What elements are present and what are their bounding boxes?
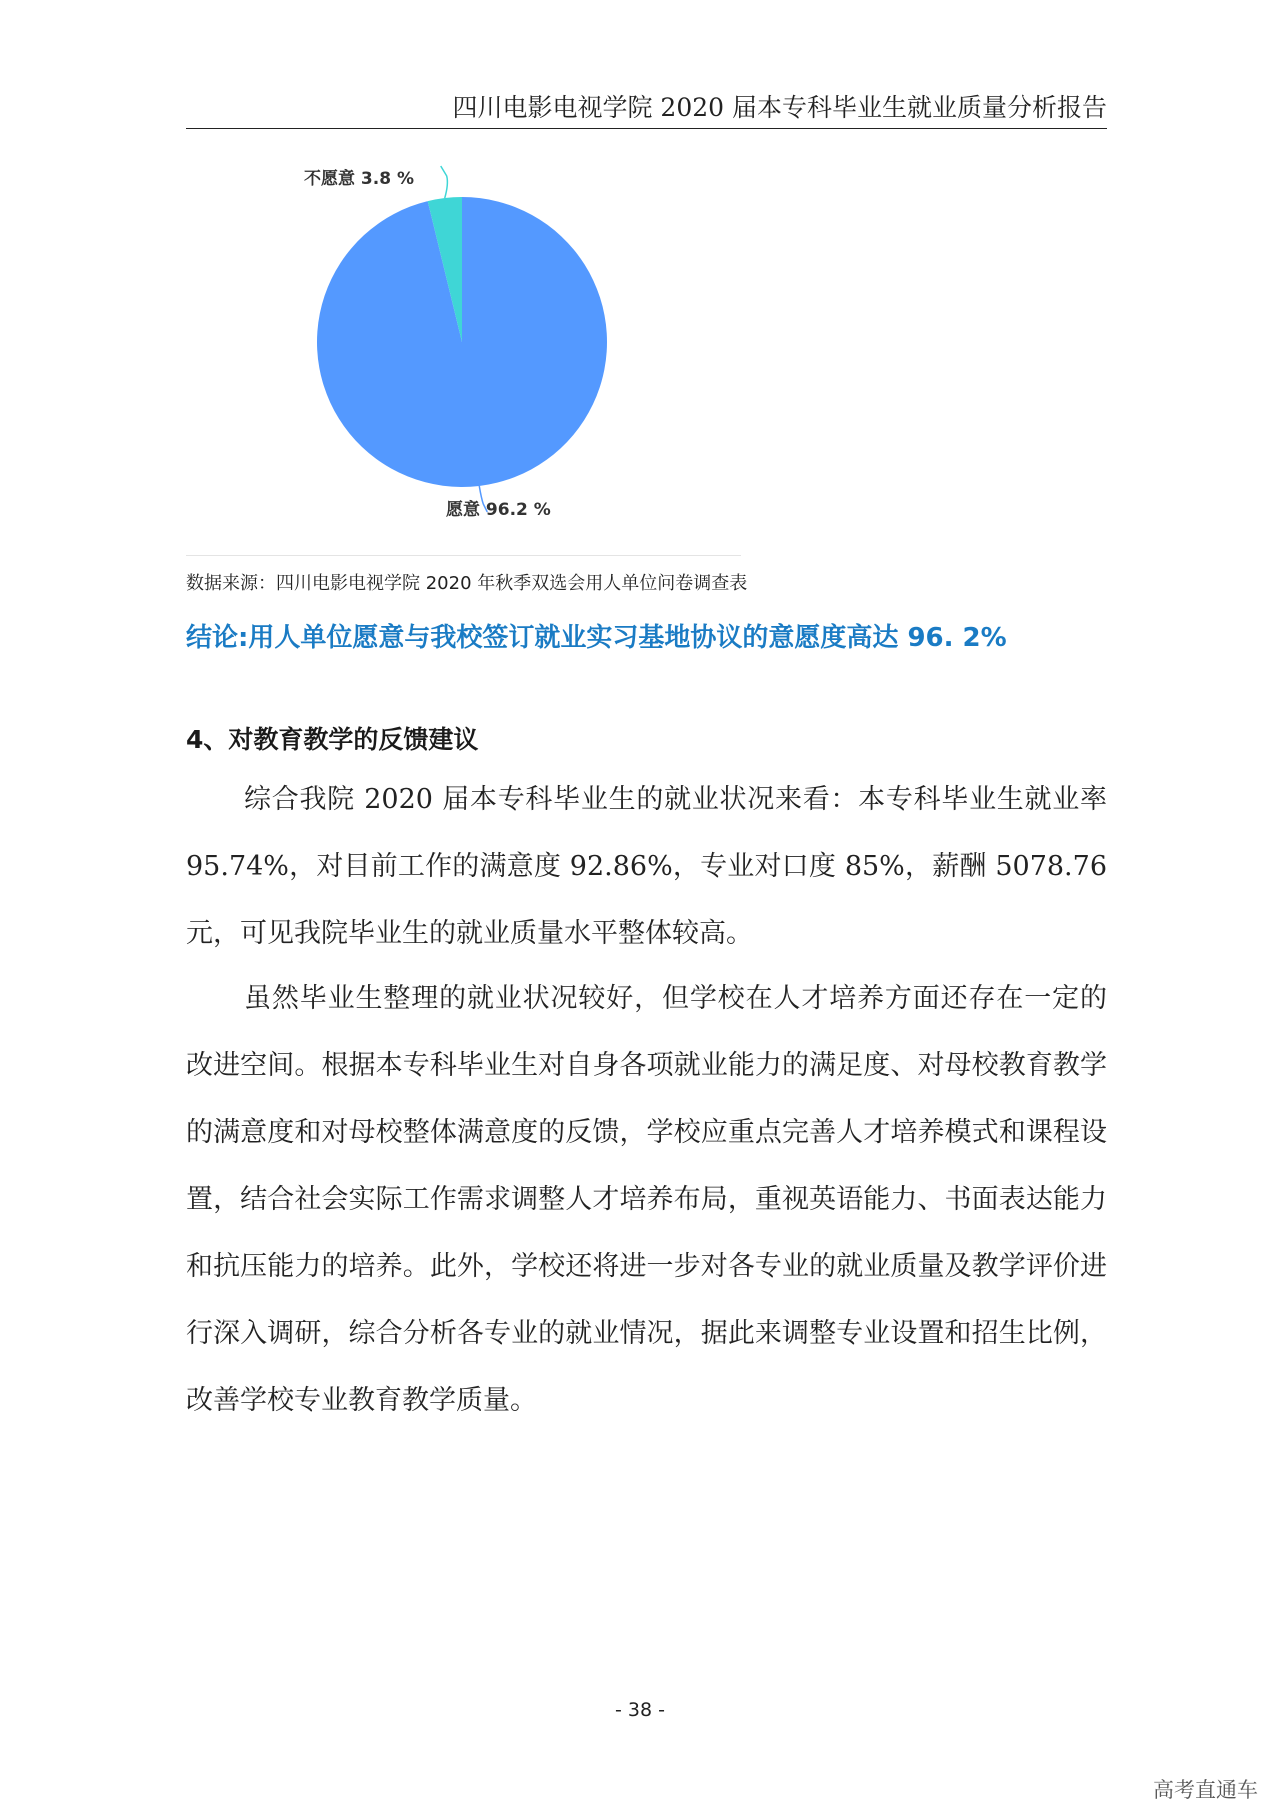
- paragraph-improvement-suggestions: 虽然毕业生整理的就业状况较好，但学校在人才培养方面还存在一定的改进空间。根据本专科毕业生对自身各项就业能力的满足度、对母校教育教学的满意度和对母校整体满意度的反馈，学校应重点完善人才培养模式和课程设置，结合社会实际工作需求调整人才培养布局，重视英语能力、书面表达能力和抗压能力的培养。此外，学校还将进一步对各专业的就业质量及教学评价进行深入调研，综合分析各专业的就业情况，据此来调整专业设置和招生比例，改善学校专业教育教学质量。: [186, 983, 1107, 1416]
- report-title: 四川电影电视学院 2020 届本专科毕业生就业质量分析报告: [452, 93, 1107, 122]
- conclusion-text: 结论:用人单位愿意与我校签订就业实习基地协议的意愿度高达 96. 2%: [186, 623, 1007, 653]
- page-number: - 38 -: [615, 1699, 665, 1721]
- pie-slice-willing-label: 愿意 96.2 %: [446, 500, 551, 520]
- pie-slice-unwilling-leader-line: [441, 166, 448, 198]
- data-source-note: 数据来源：四川电影电视学院 2020 年秋季双选会用人单位问卷调查表: [186, 573, 748, 594]
- section-heading: 4、对教育教学的反馈建议: [186, 725, 479, 754]
- pie-chart-svg: [186, 148, 746, 560]
- watermark: 高考直通车: [1153, 1778, 1258, 1802]
- chart-divider: [186, 555, 741, 556]
- pie-slice-unwilling-label: 不愿意 3.8 %: [304, 169, 414, 189]
- pie-chart: [186, 148, 746, 560]
- paragraph-employment-summary: 综合我院 2020 届本专科毕业生的就业状况来看：本专科毕业生就业率 95.74%，对目前工作的满意度 92.86%，专业对口度 85%，薪酬 5078.76 元，可见我院毕业生的就业质量水平整体较高。: [186, 784, 1107, 949]
- page-header: [186, 88, 1107, 129]
